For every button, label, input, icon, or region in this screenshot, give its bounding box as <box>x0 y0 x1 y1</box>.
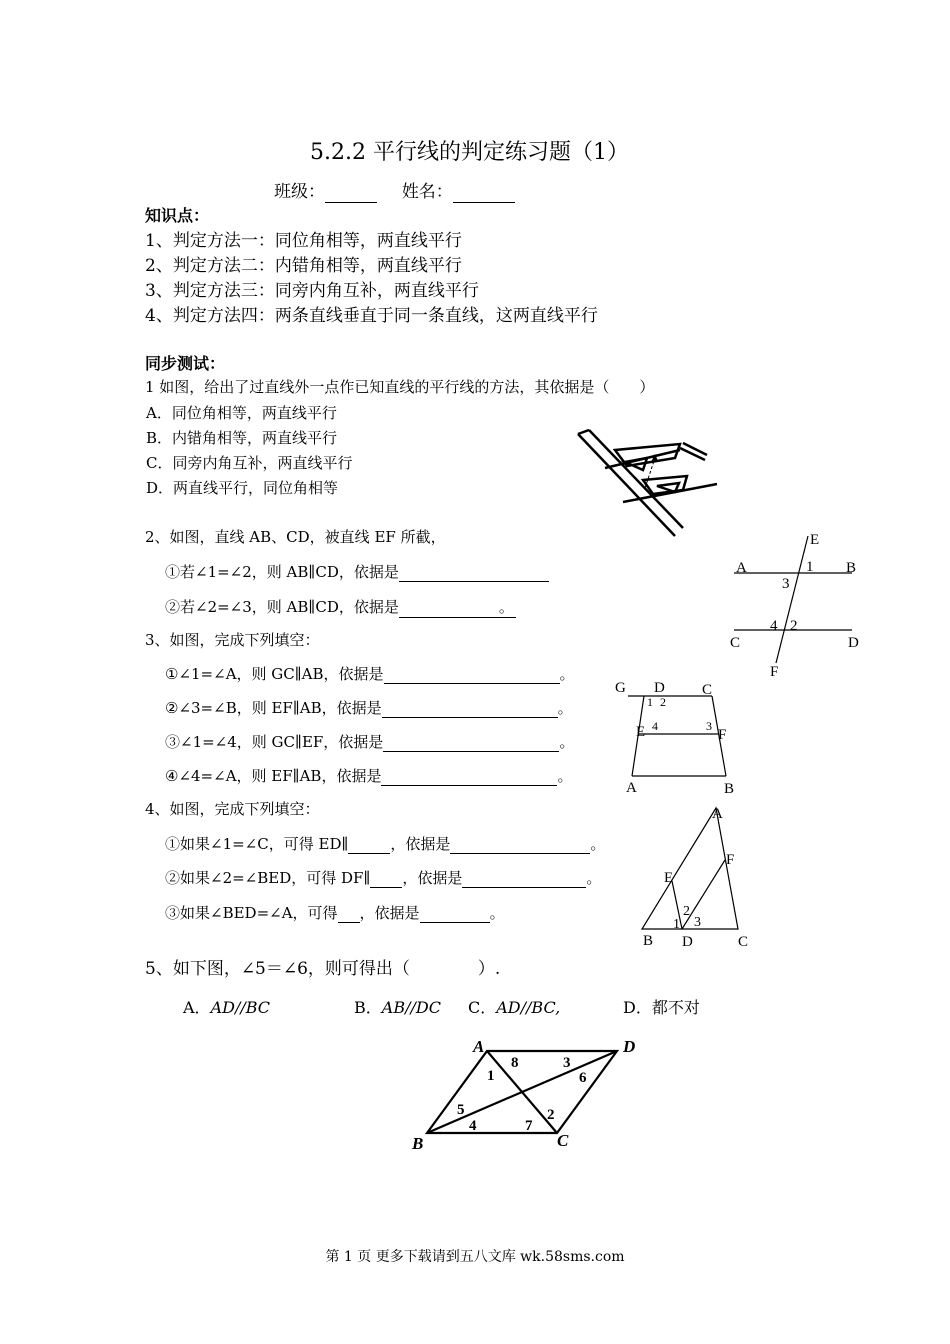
label-3: 3 <box>563 1055 571 1071</box>
label-b: B <box>643 933 654 949</box>
q5-option-c[interactable]: C．AD//BC, <box>468 998 561 1017</box>
class-name-line <box>274 177 515 203</box>
q2-figure <box>728 528 868 678</box>
label-a: A <box>473 1037 485 1056</box>
label-2: 2 <box>683 904 690 919</box>
q3-item: ①∠1=∠A，则 GC∥AB，依据是 。 <box>165 665 575 683</box>
q2-stem: 2、如图，直线 AB、CD，被直线 EF 所截， <box>145 528 446 546</box>
label-b: B <box>846 560 857 576</box>
label-b: B <box>724 781 735 797</box>
label-1: 1 <box>647 695 653 709</box>
sync-heading: 同步测试： <box>145 354 226 373</box>
q3-item: ③∠1=∠4，则 GC∥EF，依据是 。 <box>165 733 575 751</box>
label-e: E <box>636 724 646 740</box>
diagonal-bd <box>427 1051 617 1133</box>
label-d: D <box>682 934 693 950</box>
label-c: C <box>730 635 741 651</box>
q3-blank-3[interactable] <box>383 733 559 752</box>
label-1: 1 <box>806 559 814 575</box>
q4-blank-a2[interactable] <box>450 835 590 854</box>
knowledge-item: 3、判定方法三：同旁内角互补，两直线平行 <box>145 281 479 301</box>
label-g: G <box>615 680 626 696</box>
q1-option-a[interactable]: A．同位角相等，两直线平行 <box>146 404 337 422</box>
label-6: 6 <box>579 1070 587 1086</box>
label-e: E <box>810 532 820 548</box>
label-2: 2 <box>547 1107 555 1123</box>
q3-item: ②∠3=∠B，则 EF∥AB，依据是 。 <box>165 699 573 717</box>
knowledge-item: 4、判定方法四：两条直线垂直于同一条直线，这两直线平行 <box>145 306 598 326</box>
triangle-abc <box>642 808 738 929</box>
name-label: 姓名： <box>401 182 453 202</box>
q5-stem: 5、如下图，∠5＝∠6，则可得出（ ）. <box>145 959 501 979</box>
label-4: 4 <box>652 719 658 733</box>
q4-item-b: ②如果∠2=∠BED，可得 DF∥ ，依据是 。 <box>165 869 602 887</box>
q3-blank-1[interactable] <box>384 665 560 684</box>
q4-stem: 4、如图，完成下列填空： <box>145 800 320 818</box>
label-a: A <box>626 780 637 796</box>
q3-stem: 3、如图，完成下列填空： <box>145 631 320 649</box>
label-c: C <box>702 682 713 698</box>
ruler-end <box>578 430 589 434</box>
label-a: A <box>736 560 747 576</box>
label-1: 1 <box>673 917 680 932</box>
label-d: D <box>654 680 665 696</box>
class-label: 班级： <box>274 182 325 202</box>
q3-blank-2[interactable] <box>382 699 558 718</box>
q5-option-a[interactable]: A．AD//BC <box>183 998 271 1017</box>
label-e: E <box>664 870 674 886</box>
q1-figure <box>575 428 725 543</box>
q4-blank-c1[interactable] <box>338 904 360 923</box>
label-d: D <box>848 635 859 651</box>
lower-set-square-hole <box>657 483 679 492</box>
page-footer: 第 1 页 更多下载请到五八文库 wk.58sms.com <box>325 1249 625 1265</box>
knowledge-heading: 知识点： <box>145 206 210 225</box>
q3-blank-4[interactable] <box>381 767 557 786</box>
label-4: 4 <box>469 1118 477 1134</box>
line-ef <box>776 536 808 663</box>
label-5: 5 <box>457 1102 465 1118</box>
label-2: 2 <box>660 695 666 709</box>
q5-option-b[interactable]: B．AB//DC <box>354 998 441 1017</box>
pencil <box>683 443 707 455</box>
q1-option-d[interactable]: D．两直线平行，同位角相等 <box>146 479 339 497</box>
class-blank[interactable] <box>325 182 377 203</box>
q4-blank-a1[interactable] <box>348 835 390 854</box>
knowledge-item: 2、判定方法二：内错角相等，两直线平行 <box>145 256 462 276</box>
label-1: 1 <box>487 1068 495 1084</box>
label-b: B <box>412 1134 424 1153</box>
lower-parallel-line <box>623 484 717 502</box>
q2-item-a: ①若∠1=∠2，则 AB∥CD，依据是 <box>165 561 549 582</box>
q5-option-d[interactable]: D．都不对 <box>623 998 700 1017</box>
label-3: 3 <box>694 915 701 930</box>
q1-option-b[interactable]: B．内错角相等，两直线平行 <box>146 429 338 447</box>
label-c: C <box>738 934 749 950</box>
q4-item-a: ①如果∠1=∠C，可得 ED∥ ，依据是 。 <box>165 835 606 853</box>
q4-blank-b1[interactable] <box>370 869 402 888</box>
q2-item-b: ②若∠2=∠3，则 AB∥CD，依据是 。 <box>165 598 514 616</box>
q2-blank-a[interactable] <box>399 563 549 582</box>
label-c: C <box>557 1131 569 1150</box>
q3-item: ④∠4=∠A，则 EF∥AB，依据是 。 <box>165 767 573 785</box>
label-8: 8 <box>511 1055 519 1071</box>
page-title: 5.2.2 平行线的判定练习题（1） <box>310 140 629 165</box>
pencil <box>680 448 705 460</box>
label-4: 4 <box>770 618 778 634</box>
q1-stem: 1 如图，给出了过直线外一点作已知直线的平行线的方法，其依据是（ ） <box>145 378 655 396</box>
label-3: 3 <box>706 719 712 733</box>
q5-figure <box>405 1033 655 1158</box>
label-f: F <box>726 852 735 868</box>
label-2: 2 <box>790 618 798 634</box>
q2-blank-b[interactable]: 。 <box>399 596 516 618</box>
label-f: F <box>718 727 727 743</box>
name-blank[interactable] <box>453 182 515 203</box>
label-3: 3 <box>782 576 790 592</box>
q4-item-c: ③如果∠BED=∠A，可得 ，依据是 。 <box>165 904 505 922</box>
label-d: D <box>623 1037 636 1056</box>
q4-blank-c2[interactable] <box>420 904 490 923</box>
label-7: 7 <box>525 1118 533 1134</box>
q3-figure <box>612 678 752 800</box>
knowledge-item: 1、判定方法一：同位角相等，两直线平行 <box>145 231 462 251</box>
label-f: F <box>770 664 779 678</box>
label-a: A <box>712 806 723 822</box>
q4-figure <box>636 802 756 950</box>
q1-option-c[interactable]: C．同旁内角互补，两直线平行 <box>146 454 353 472</box>
q4-blank-b2[interactable] <box>462 869 586 888</box>
